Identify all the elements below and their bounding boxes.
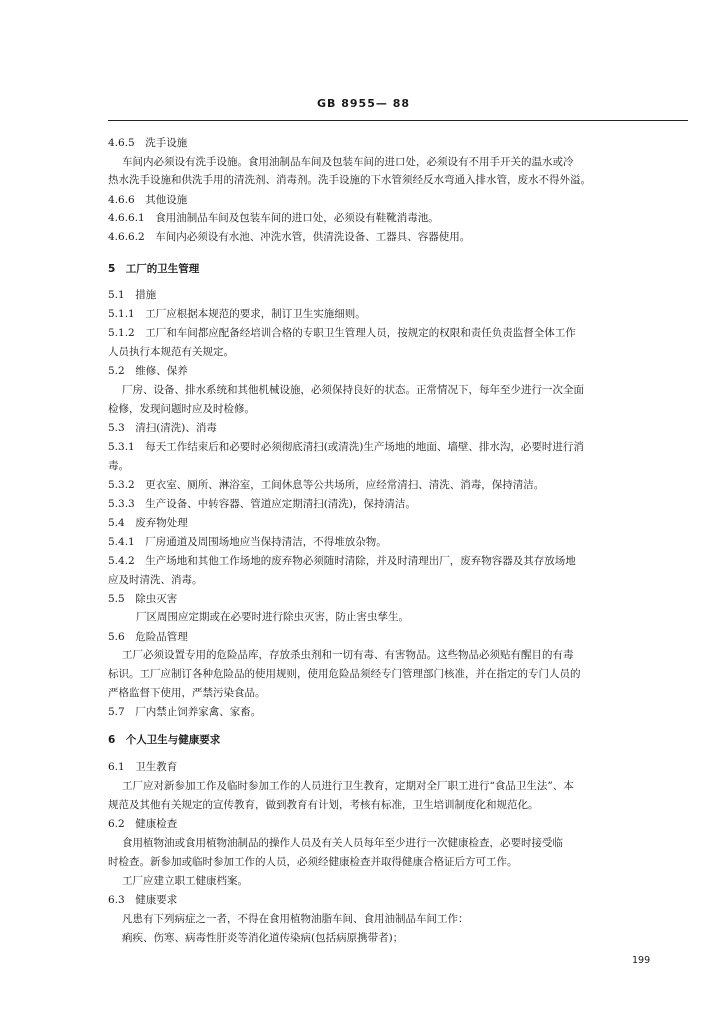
clause-line: 4.6.6.1 食用油制品车间及包装车间的进口处，必须设有鞋靴消毒池。 bbox=[108, 212, 439, 224]
body-text-line: 工厂应建立职工健康档案。 bbox=[122, 875, 248, 887]
clause-line: 4.6.6.2 车间内必须设有水池、冲洗水管，供清洗设备、工器具、容器使用。 bbox=[108, 231, 471, 243]
body-text-line: 时检查。新参加或临时参加工作的人员，必须经健康检查并取得健康合格证后方可工作。 bbox=[108, 856, 518, 868]
clause-heading: 5.5 除虫灭害 bbox=[108, 593, 178, 605]
body-text-line: 车间内必须设有洗手设施。食用油制品车间及包装车间的进口处，必须设有不用手开关的温水或冷 bbox=[122, 156, 574, 168]
section-heading: 6 个人卫生与健康要求 bbox=[108, 734, 221, 746]
header-rule bbox=[108, 120, 688, 121]
body-text-line: 标识。工厂应制订各种危险品的使用规则，使用危险品须经专门管理部门核准，并在指定的专门人员的 bbox=[108, 668, 581, 680]
clause-heading: 4.6.5 洗手设施 bbox=[108, 137, 188, 149]
body-text-line: 毒。 bbox=[108, 460, 129, 472]
body-text-line: 厂区周围应定期或在必要时进行除虫灭害，防止害虫孳生。 bbox=[136, 611, 409, 623]
body-text-line: 凡患有下列病症之一者，不得在食用植物油脂车间、食用油制品车间工作： bbox=[122, 913, 469, 925]
body-text-line: 检修，发现问题时应及时检修。 bbox=[108, 403, 255, 415]
clause-heading: 4.6.6 其他设施 bbox=[108, 194, 188, 206]
body-text-line: 痢疾、伤寒、病毒性肝炎等消化道传染病(包括病原携带者)； bbox=[122, 932, 404, 944]
clause-heading: 5.1 措施 bbox=[108, 289, 157, 301]
clause-line: 5.1.1 工厂应根据本规范的要求，制订卫生实施细则。 bbox=[108, 308, 366, 320]
body-text-line: 热水洗手设施和供洗手用的清洗剂、消毒剂。洗手设施的下水管须经反水弯通入排水管，废水不得外溢。 bbox=[108, 174, 591, 186]
clause-line: 5.3.2 更衣室、厕所、淋浴室，工间休息等公共场所，应经常清扫、清洗、消毒，保持清洁。 bbox=[108, 479, 545, 491]
body-text-line: 食用植物油或食用植物油制品的操作人员及有关人员每年至少进行一次健康检查，必要时接受临 bbox=[122, 837, 563, 849]
clause-heading: 5.4 废弃物处理 bbox=[108, 517, 188, 529]
body-text-line: 应及时清洗、消毒。 bbox=[108, 574, 203, 586]
clause-heading: 5.6 危险品管理 bbox=[108, 631, 188, 643]
clause-line: 5.1.2 工厂和车间都应配备经培训合格的专职卫生管理人员，按规定的权限和责任负责监督全体工作 bbox=[108, 327, 576, 339]
body-text-line: 厂房、设备、排水系统和其他机械设施，必须保持良好的状态。正常情况下，每年至少进行一次全面 bbox=[122, 384, 584, 396]
clause-line: 5.3.1 每天工作结束后和必要时必须彻底清扫(或清洗)生产场地的地面、墙壁、排水沟，必要时进行消 bbox=[108, 441, 584, 453]
clause-heading: 5.3 清扫(清洗)、消毒 bbox=[108, 422, 217, 434]
section-heading: 5 工厂的卫生管理 bbox=[108, 263, 200, 275]
body-text-line: 规范及其他有关规定的宣传教育，做到教育有计划，考核有标准，卫生培训制度化和规范化。 bbox=[108, 799, 539, 811]
body-text-line: 工厂必须设置专用的危险品库，存放杀虫剂和一切有毒、有害物品。这些物品必须贴有醒目的有毒 bbox=[122, 649, 574, 661]
standard-code: GB 8955— 88 bbox=[317, 97, 410, 110]
clause-line: 5.3.3 生产设备、中转容器、管道应定期清扫(清洗)，保持清洁。 bbox=[108, 498, 416, 510]
body-text-line: 工厂应对新参加工作及临时参加工作的人员进行卫生教育，定期对全厂职工进行“食品卫生法”、本 bbox=[122, 780, 574, 792]
clause-heading: 5.2 维修、保养 bbox=[108, 365, 188, 377]
clause-heading: 6.3 健康要求 bbox=[108, 894, 178, 906]
clause-line: 5.7 厂内禁止饲养家禽、家畜。 bbox=[108, 706, 262, 718]
body-text-line: 人员执行本规范有关规定。 bbox=[108, 346, 234, 358]
clause-line: 5.4.2 生产场地和其他工作场地的废弃物必须随时清除，并及时清理出厂，废弃物容器及其存放场地 bbox=[108, 555, 576, 567]
body-text-line: 严格监督下使用，严禁污染食品。 bbox=[108, 687, 266, 699]
clause-heading: 6.1 卫生教育 bbox=[108, 761, 178, 773]
clause-heading: 6.2 健康检查 bbox=[108, 818, 178, 830]
clause-line: 5.4.1 厂房通道及周围场地应当保持清洁，不得堆放杂物。 bbox=[108, 536, 387, 548]
page-number: 199 bbox=[632, 955, 651, 966]
